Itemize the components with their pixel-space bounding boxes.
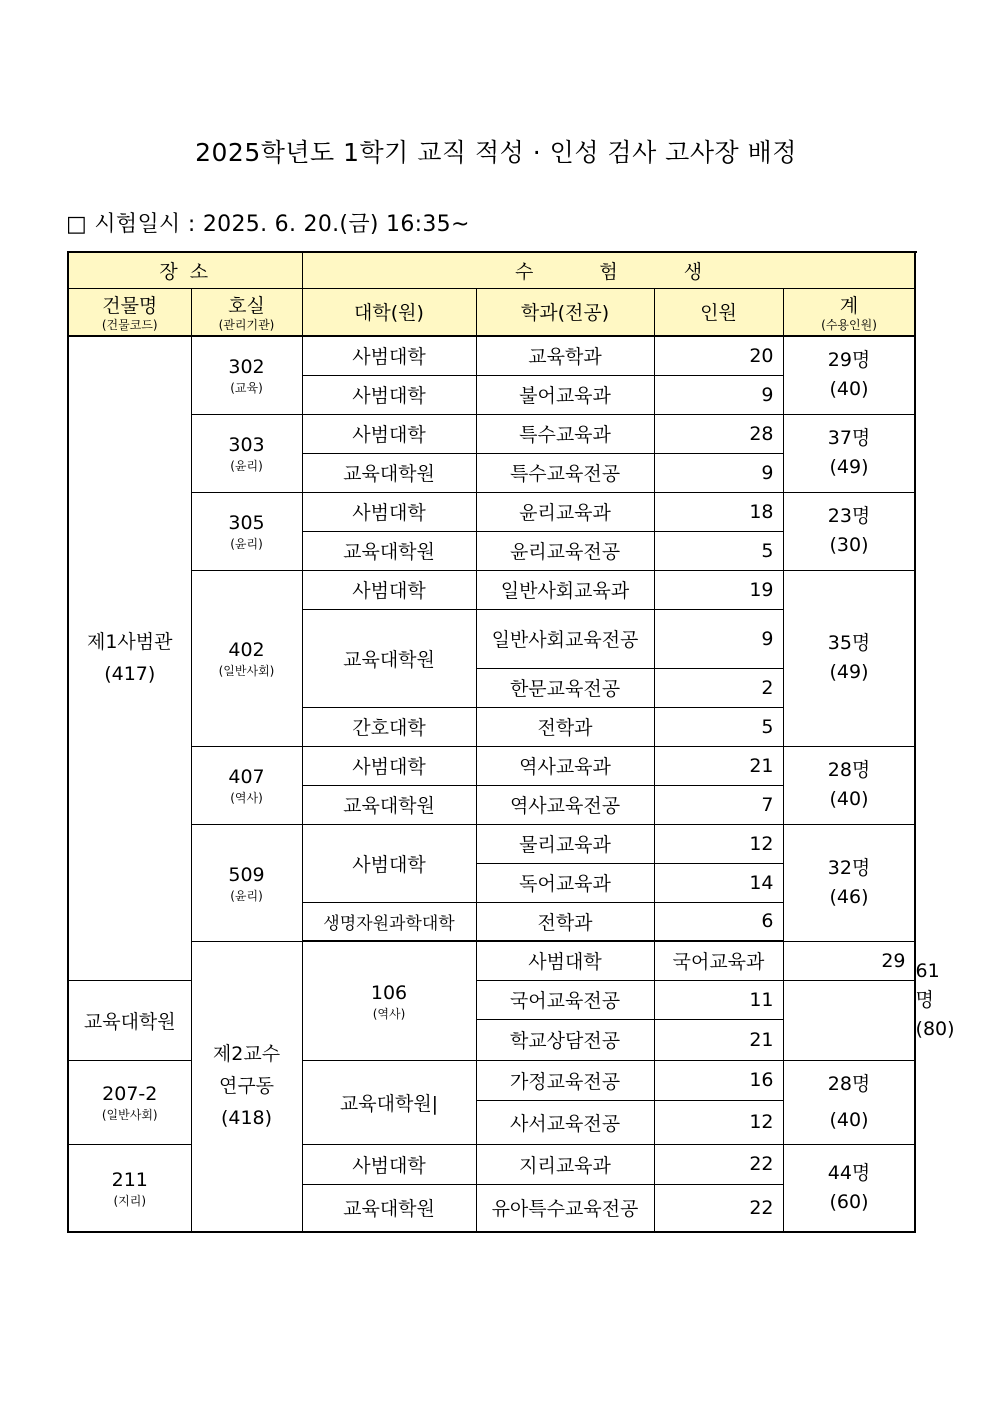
total-count: 23명 <box>827 505 871 527</box>
header-room-label: 호실 <box>228 295 265 318</box>
dept-cell: 학교상담전공 <box>476 1019 654 1060</box>
total-cell <box>783 570 915 746</box>
room-cell <box>191 824 302 941</box>
dept-cell: 역사교육과 <box>476 746 654 785</box>
building-name: 제1사범관 <box>86 631 173 654</box>
college-cell: 사범대학 <box>302 746 476 785</box>
capacity: (46) <box>829 885 869 908</box>
dept-cell: 교육학과 <box>476 336 654 375</box>
dept-cell: 독어교육과 <box>476 863 654 902</box>
header-dept: 학과(전공) <box>476 288 654 336</box>
dept-cell: 일반사회교육전공 <box>476 609 654 668</box>
room-number: 305 <box>228 512 265 534</box>
room-number: 302 <box>228 356 265 379</box>
total-count: 28명 <box>827 759 871 781</box>
count-cell: 9 <box>654 609 783 668</box>
dept-cell: 지리교육과 <box>476 1144 654 1184</box>
dept-cell: 국어교육전공 <box>476 980 654 1019</box>
count-cell: 12 <box>654 1100 783 1144</box>
header-count: 인원 <box>654 288 783 336</box>
dept-cell: 특수교육과 <box>476 414 654 453</box>
room-manager: (윤리) <box>230 888 263 903</box>
total-count: 32명 <box>827 856 871 879</box>
header-building-label: 건물명 <box>102 295 158 318</box>
dept-cell: 특수교육전공 <box>476 453 654 492</box>
dept-cell: 윤리교육과 <box>476 492 654 531</box>
room-cell <box>191 414 302 492</box>
room-cell <box>302 941 476 1060</box>
dept-cell: 가정교육전공 <box>476 1060 654 1100</box>
dept-cell: 유아특수교육전공 <box>476 1184 654 1232</box>
room-number: 207-2 <box>102 1083 158 1105</box>
count-cell: 9 <box>654 375 783 414</box>
count-cell: 19 <box>654 570 783 609</box>
room-cell <box>191 492 302 570</box>
dept-cell: 전학과 <box>476 902 654 941</box>
room-manager: (역사) <box>230 791 263 805</box>
count-cell: 9 <box>654 453 783 492</box>
count-cell: 7 <box>654 785 783 824</box>
total-cell <box>783 746 915 824</box>
room-manager: (일반사회) <box>101 1108 158 1122</box>
total-cell <box>783 824 915 941</box>
room-cell <box>68 1144 191 1232</box>
room-cell <box>191 570 302 746</box>
room-number: 402 <box>228 639 265 661</box>
exam-date: □ 시험일시 : 2025. 6. 20.(금) 16:35~ <box>66 212 470 237</box>
total-count: 61명 <box>915 960 940 1011</box>
capacity: (40) <box>829 788 869 810</box>
college-cell: 사범대학 <box>302 414 476 453</box>
capacity: (60) <box>829 1190 869 1213</box>
room-manager: (일반사회) <box>218 664 275 678</box>
count-cell: 21 <box>654 1019 783 1060</box>
building-code: (418) <box>220 1107 273 1130</box>
count-cell: 2 <box>654 668 783 707</box>
college-cell: 교육대학원 <box>302 531 476 570</box>
room-manager: (교육) <box>230 381 263 396</box>
total-count: 44명 <box>827 1161 871 1184</box>
count-cell: 22 <box>654 1144 783 1184</box>
header-building <box>68 288 191 336</box>
room-number: 407 <box>228 766 265 788</box>
college-cell: 간호대학 <box>302 707 476 746</box>
total-count: 35명 <box>827 632 871 654</box>
count-cell: 29 <box>783 941 915 980</box>
room-manager: (윤리) <box>230 459 263 473</box>
table-row <box>68 824 915 863</box>
building-cell <box>191 941 302 1232</box>
total-cell <box>783 492 915 570</box>
total-cell <box>783 336 915 414</box>
total-count: 28명 <box>827 1073 871 1095</box>
header-location: 장 소 <box>68 252 302 288</box>
dept-cell: 전학과 <box>476 707 654 746</box>
room-manager: (지리) <box>113 1193 147 1208</box>
table-row <box>68 336 915 375</box>
college-cell: 사범대학 <box>302 570 476 609</box>
college-cell: 교육대학원| <box>302 1060 476 1144</box>
count-cell: 5 <box>654 707 783 746</box>
capacity: (49) <box>829 456 869 478</box>
total-cell <box>783 1144 915 1232</box>
capacity: (40) <box>829 1109 869 1131</box>
college-cell: 사범대학 <box>302 1144 476 1184</box>
room-manager: (역사) <box>372 1006 406 1021</box>
building-cell <box>68 336 191 980</box>
table-row <box>68 414 915 453</box>
dept-cell: 윤리교육전공 <box>476 531 654 570</box>
table-row <box>68 570 915 609</box>
header-total <box>783 288 915 336</box>
count-cell: 22 <box>654 1184 783 1232</box>
college-cell: 교육대학원 <box>302 453 476 492</box>
capacity: (40) <box>829 378 869 401</box>
table-row <box>68 746 915 785</box>
room-number: 106 <box>370 981 408 1004</box>
capacity: (30) <box>829 534 869 556</box>
page-title: 2025학년도 1학기 교직 적성 · 인성 검사 고사장 배정 <box>195 138 797 167</box>
header-college: 대학(원) <box>302 288 476 336</box>
building-name: 제2교수 <box>212 1043 281 1066</box>
table-row <box>68 941 915 980</box>
college-cell: 사범대학 <box>302 492 476 531</box>
exam-room-table <box>67 251 955 1233</box>
dept-cell: 불어교육과 <box>476 375 654 414</box>
total-count: 29명 <box>827 349 871 372</box>
capacity: (80) <box>915 1018 955 1040</box>
count-cell: 28 <box>654 414 783 453</box>
count-cell: 12 <box>654 824 783 863</box>
header-room <box>191 288 302 336</box>
header-total-label: 계 <box>839 295 859 318</box>
dept-cell: 물리교육과 <box>476 824 654 863</box>
college-cell: 사범대학 <box>476 941 654 980</box>
college-cell: 사범대학 <box>302 824 476 902</box>
total-count: 37명 <box>827 427 871 449</box>
count-cell: 6 <box>654 902 783 941</box>
college-cell: 생명자원과학대학 <box>302 902 476 941</box>
college-cell: 교육대학원 <box>302 609 476 707</box>
count-cell: 21 <box>654 746 783 785</box>
count-cell: 11 <box>654 980 783 1019</box>
building-code: (417) <box>104 663 156 686</box>
room-number: 211 <box>111 1168 148 1191</box>
college-cell: 교육대학원 <box>302 1184 476 1232</box>
count-cell: 18 <box>654 492 783 531</box>
dept-cell: 국어교육과 <box>654 941 783 980</box>
building-name-line2: 연구동 <box>218 1075 275 1098</box>
college-cell: 교육대학원 <box>68 980 191 1060</box>
count-cell: 20 <box>654 336 783 375</box>
room-number: 509 <box>228 863 265 886</box>
college-cell: 교육대학원 <box>302 785 476 824</box>
room-cell <box>191 746 302 824</box>
header-building-sub: (건물코드) <box>101 318 158 333</box>
room-manager: (윤리) <box>230 537 263 551</box>
dept-cell: 한문교육전공 <box>476 668 654 707</box>
header-examinees: 수 험 생 <box>302 252 915 288</box>
header-room-sub: (관리기관) <box>218 318 275 333</box>
room-cell <box>191 336 302 414</box>
count-cell: 5 <box>654 531 783 570</box>
header-total-sub: (수용인원) <box>821 318 877 333</box>
total-cell <box>783 414 915 492</box>
room-cell <box>68 1060 191 1144</box>
count-cell: 14 <box>654 863 783 902</box>
capacity: (49) <box>829 661 869 683</box>
dept-cell: 일반사회교육과 <box>476 570 654 609</box>
table-row <box>68 492 915 531</box>
total-cell <box>783 1060 915 1144</box>
college-cell: 사범대학 <box>302 336 476 375</box>
dept-cell: 사서교육전공 <box>476 1100 654 1144</box>
room-number: 303 <box>228 434 265 456</box>
college-cell: 사범대학 <box>302 375 476 414</box>
count-cell: 16 <box>654 1060 783 1100</box>
dept-cell: 역사교육전공 <box>476 785 654 824</box>
